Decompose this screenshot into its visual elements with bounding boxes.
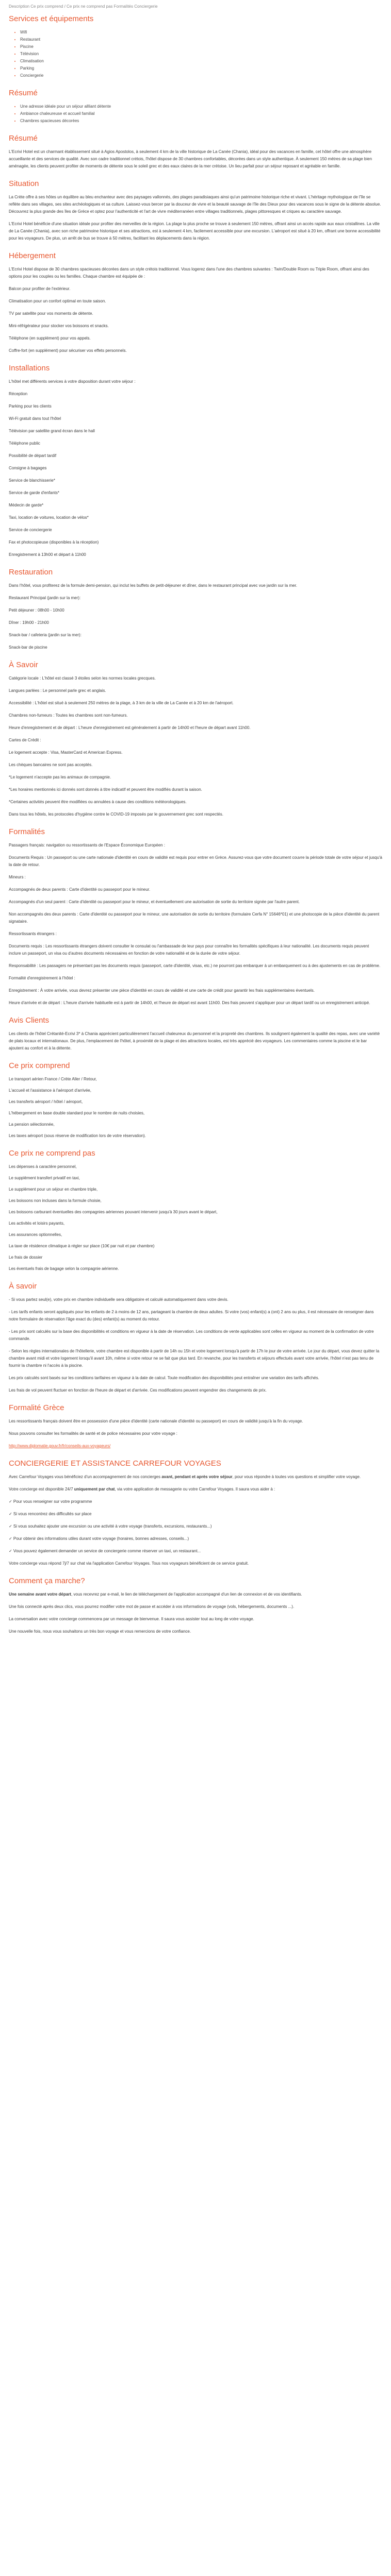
asavoir2-paragraph: Les frais de vol peuvent fluctuer en fonction de l'heure de départ et d'arrivée. Ces modifications peuvent engendrer des changements de prix. [9, 1388, 267, 1393]
asavoir-paragraph: *Le logement n'accepte pas les animaux de compagnie. [9, 775, 111, 779]
formalites-paragraph: Non accompagnés des deux parents : Carte d'identité ou passeport pour le mineur, une autorisation de sortie du territoire (formulaire Cerfa N° 15646*01) et une photocopie de la pièce d'identité du parent signataire. [9, 912, 380, 924]
installation-item: Enregistrement à 13h00 et départ à 11h00 [9, 552, 86, 557]
conciergerie-item: ✓ Pour vous renseigner sur votre programme [9, 1499, 92, 1504]
asavoir2-paragraph: Les prix calculés sont basés sur les conditions tarifaires en vigueur à la date de calcul. Toute modification des disponibilités peut entraîner une variation des tarifs affichés. [9, 1376, 319, 1380]
installation-item: Taxi, location de voitures, location de vélos* [9, 515, 89, 520]
comprend-item: Le transport aérien France / Crète Aller / Retour, [9, 1077, 97, 1081]
restauration-title: Restauration [9, 568, 53, 577]
asavoir-title: À Savoir [9, 660, 38, 669]
comprend-item: Les transferts aéroport / hôtel / aéroport, [9, 1099, 83, 1104]
resume-item: • Ambiance chaleureuse et accueil familial [20, 110, 382, 117]
installation-item: Possibilité de départ tardif [9, 453, 57, 458]
asavoir-paragraph: Accessibilité : L'hôtel est situé à seulement 250 mètres de la plage, à 3 km de la ville de La Canée et à 20 km de l'aéroport. [9, 701, 234, 705]
conciergerie-item: ✓ Si vous souhaitez ajouter une excursion ou une activité à votre voyage (transferts, excursions, restaurants...) [9, 1524, 212, 1529]
necomprend-item: Les éventuels frais de bagage selon la compagnie aérienne. [9, 1266, 119, 1271]
installation-item: Médecin de garde* [9, 503, 44, 507]
installation-item: Wi-Fi gratuit dans tout l'hôtel [9, 416, 61, 421]
comprend-item: L'hébergement en base double standard pour le nombre de nuits choisies, [9, 1111, 145, 1115]
comprend-title: Ce prix comprend [9, 1061, 70, 1070]
situation-paragraph: La Crète offre à ses hôtes un équilibre au bleu enchanteur avec des paysages vallonnés, des plages paradisiaques ainsi qu'un patrimoine historique riche et vivant. L'héritage mythologique de l'île se reflète dans ses villages, ses sites archéologiques et sa culture. Laissez-vous bercer par la douceur de vivre et la beauté sauvage de l'île des Dieux pour des vacances sous le signe de la détente absolue. Découvrez la plus grande des îles de Grèce et optez pour l'authenticité et l'art de vivre méditerranéen entre villages traditionnels, plages pittoresques et criques au caractère sauvage. [9, 195, 381, 214]
installations-lead: L'hôtel met différents services à votre disposition durant votre séjour : [9, 379, 136, 384]
formalites-paragraph: Enregistrement : À votre arrivée, vous devrez présenter une pièce d'identité en cours de validité et une carte de crédit pour garantir les frais supplémentaires éventuels. [9, 988, 315, 993]
asavoir-paragraph: Cartes de Crédit : [9, 738, 41, 742]
formgrece-paragraph: Les ressortissants français doivent être en possession d'une pièce d'identité (carte nationale d'identité ou passeport) en cours de validité jusqu'à la fin du voyage. [9, 1419, 303, 1423]
hebergement-paragraph: Climatisation pour un confort optimal en toute saison. [9, 299, 106, 303]
service-item: • Télévision [20, 50, 382, 58]
conciergerie-availability-bold: uniquement par chat [74, 1487, 115, 1492]
asavoir-paragraph: Heure d'enregistrement et de départ : L'heure d'enregistrement est généralement à partir de 14h00 et l'heure de départ avant 11h00. [9, 725, 251, 730]
restauration-paragraph: Snack-bar / cafeteria (jardin sur la mer): [9, 633, 82, 637]
comprend-item: Les taxes aéroport (sous réserve de modification lors de votre réservation). [9, 1133, 146, 1138]
resume-detail-title: Résumé [9, 134, 38, 143]
hebergement-paragraph: L'Ecrivi Hotel dispose de 30 chambres spacieuses décorées dans un style crétois traditionnel. Vous logerez dans l'une des chambres suivantes : Twin/Double Room ou Triple Room, offrant ainsi des options pour les couples ou les familles. Chaque chambre est équipée de : [9, 267, 369, 279]
formgrece-title: Formalité Grèce [9, 1403, 64, 1412]
comment-paragraph: La conversation avec votre concierge commencera par un message de bienvenue. Il saura vous assister tout au long de votre voyage. [9, 1617, 254, 1621]
formalites-paragraph: Mineurs : [9, 875, 26, 879]
necomprend-item: Le supplément pour un séjour en chambre triple, [9, 1187, 98, 1192]
asavoir2-paragraph: - Selon les règles internationales de l'hôtellerie, votre chambre est disponible à partir de 14h ou 15h et votre logement lorsqu'à partir de 17h le jour de votre arrivée. Le jour du départ, vous devez quitter la chambre avant midi et votre logement lorsqu'il avant 10h, même si votre retour ne se fait que plus tard. En revanche, pour les transferts et séjours effectués avant votre arrivée, l'hôtel n'est pas tenu de fournir la chambre ni l'accès à la piscine. [9, 1349, 380, 1368]
formalites-paragraph: Heure d'arrivée et de départ : L'heure d'arrivée habituelle est à partir de 14h00, et l'heure de départ est avant 11h00. Des frais peuvent s'appliquer pour un départ tardif ou un enregistrement anticipé. [9, 1001, 370, 1005]
service-item: • Restaurant [20, 36, 382, 43]
resume-title: Résumé [9, 89, 38, 97]
resume-list [9, 103, 382, 125]
resume-paragraph: L'Ecrivi Hotel est un charmant établissement situé à Agios Apostolos, à seulement 4 km de la ville historique de La Canée (Chania), idéal pour des vacances en famille, cet hôtel offre une atmosphère accueillante et des services de qualité. Avec son cadre traditionnel crétois, l'hôtel dispose de 30 chambres confortables, décorées dans un style authentique. À seulement 150 mètres de sa plage bien aménagée, les clients peuvent profiter de moments de détente sous le soleil grec et des eaux claires de la mer crétoise. Un lieu parfait pour un séjour reposant et agréable en famille. [9, 149, 372, 168]
comprend-item: L'accueil et l'assistance à l'aéroport d'arrivée, [9, 1088, 91, 1093]
resume-item: • Une adresse idéale pour un séjour allliant détente [20, 103, 382, 110]
restauration-paragraph: Dîner : 19h00 - 21h00 [9, 620, 49, 625]
conciergerie-availability [9, 1486, 382, 1493]
necomprend-item: Le frais de dossier [9, 1255, 43, 1260]
conciergerie-availability-post: , via votre application de messagerie ou votre Carrefour Voyages. Il saura vous aider à : [115, 1487, 275, 1492]
conciergerie-title: CONCIERGERIE ET ASSISTANCE CARREFOUR VOYAGES [9, 1459, 221, 1468]
restauration-paragraph: Dans l'hôtel, vous profiterez de la formule demi-pension, qui inclut les buffets de petit-déjeuner et dîner, dans le restaurant principal avec vue jardin sur la mer. [9, 583, 298, 588]
installation-item: Fax et photocopieuse (disponibles à la réception) [9, 540, 99, 545]
formalites-paragraph: Documents Requis : Un passeport ou une carte nationale d'identité en cours de validité est requis pour entrer en Grèce. Assurez-vous que votre document couvre la période totale de votre séjour et jusqu'à la date de retour. [9, 855, 382, 867]
installation-item: Parking pour les clients [9, 404, 52, 409]
installation-item: Télévision par satellite grand écran dans le hall [9, 429, 95, 433]
necomprend-list [9, 1163, 382, 1273]
restauration-paragraph: Snack-bar de piscine [9, 645, 47, 650]
asavoir2-title: À savoir [9, 1282, 37, 1291]
asavoir-paragraph: Catégorie locale : L'hôtel est classé 3 étoiles selon les normes locales grecques. [9, 676, 156, 681]
service-item: • Conciergerie [20, 72, 382, 79]
asavoir-paragraph: *Les horaires mentionnés ici donnés sont donnés à titre indicatif et peuvent être modifiés durant la saison. [9, 787, 202, 792]
conciergerie-intro-post: , pour vous répondre à toutes vos questions et simplifier votre voyage. [232, 1475, 361, 1479]
conciergerie-intro-pre: Avec Carrefour Voyages vous bénéficiez d'un accompagnement de nos concierges [9, 1475, 162, 1479]
asavoir-paragraph: *Certaines activités peuvent être modifiées ou annulées à cause des conditions météorologiques. [9, 800, 187, 804]
comment-paragraph: Une fois connecté après deux clics, vous pourrez modifier votre mot de passe et accéder à vos informations de voyage (vols, hébergements, documents ...). [9, 1604, 295, 1609]
avis-title: Avis Clients [9, 1016, 50, 1025]
asavoir-paragraph: Les chèques bancaires ne sont pas acceptés. [9, 762, 93, 767]
situation-title: Situation [9, 179, 39, 188]
necomprend-title: Ce prix ne comprend pas [9, 1149, 95, 1158]
installation-item: Consigne à bagages [9, 466, 47, 470]
asavoir-paragraph: Chambres non-fumeurs : Toutes les chambres sont non-fumeurs. [9, 713, 128, 718]
hebergement-paragraph: Balcon pour profiter de l'extérieur. [9, 286, 71, 291]
conciergerie-intro-bold: avant, pendant et après votre séjour [161, 1475, 233, 1479]
hebergement-paragraph: TV par satellite pour vos moments de détente. [9, 311, 93, 316]
formalites-paragraph: Accompagnés de deux parents : Carte d'identité ou passeport pour le mineur. [9, 887, 151, 892]
installations-title: Installations [9, 364, 50, 372]
necomprend-item: Les dépenses à caractère personnel, [9, 1164, 77, 1169]
asavoir-paragraph: Dans tous les hôtels, les protocoles d'hygiène contre le COVID-19 imposés par le gouvernement grec sont respectés. [9, 812, 223, 817]
resume-item: • Chambres spacieuses décorées [20, 117, 382, 125]
asavoir-paragraph: Le logement accepte : Visa, MasterCard et American Express. [9, 750, 123, 755]
necomprend-item: La taxe de résidence climatique à régler sur place (10€ par nuit et par chambre) [9, 1244, 155, 1248]
services-list [9, 29, 382, 79]
conciergerie-item: ✓ Vous pouvez également demander un service de conciergerie comme réserver un taxi, un restaurant... [9, 1549, 201, 1553]
necomprend-item: Les assurances optionnelles, [9, 1232, 62, 1237]
comprend-item: La pension sélectionnée, [9, 1122, 55, 1127]
comment-intro-post: , vous recevrez par e-mail, le lien de téléchargement de l'application accompagné d'un lien de connexion et de vos identifiants. [71, 1592, 302, 1597]
service-item: • Climatisation [20, 58, 382, 65]
comment-paragraph: Une nouvelle fois, nous vous souhaitons un très bon voyage et vous remercions de votre confiance. [9, 1629, 191, 1634]
services-title: Services et équipements [9, 14, 94, 23]
conciergerie-availability-pre: Votre concierge est disponible 24/7 [9, 1487, 74, 1492]
comment-intro [9, 1591, 382, 1598]
installation-item: Réception [9, 392, 28, 396]
necomprend-item: Les activités et loisirs payants, [9, 1221, 65, 1226]
hebergement-paragraph: Téléphone (en supplément) pour vos appels. [9, 336, 91, 341]
service-item: • Wifi [20, 29, 382, 36]
formalites-paragraph: Passagers français: navigation ou ressortissants de l'Espace Économique Européen : [9, 843, 166, 848]
service-item: • Piscine [20, 43, 382, 50]
formalites-title: Formalités [9, 827, 45, 836]
installation-item: Service de blanchisserie* [9, 478, 55, 483]
hebergement-title: Hébergement [9, 251, 56, 260]
formgrece-paragraph: Nous pouvons consulter les formalités de santé et de police nécessaires pour votre voyage : [9, 1431, 177, 1436]
formalites-paragraph: Documents requis : Les ressortissants étrangers doivent consulter le consulat ou l'ambassade de leur pays pour connaître les formalités spécifiques à leur nationalité. Les documents requis peuvent inclure un passeport, un visa ou d'autres documents nécessaires en fonction de votre nationalité et de la durée de votre séjour. [9, 944, 369, 956]
conciergerie-closing: Votre concierge vous répond 7j/7 sur chat via l'application Carrefour Voyages. Tous nos voyageurs bénéficient de ce service gratuit. [9, 1561, 249, 1566]
installation-item: Service de conciergerie [9, 528, 52, 532]
formalites-paragraph: Formalité d'enregistrement à l'hôtel : [9, 976, 75, 980]
formalites-paragraph: Ressortissants étrangers : [9, 931, 57, 936]
hebergement-paragraph: Mini-réfrigérateur pour stocker vos boissons et snacks. [9, 324, 109, 328]
asavoir2-paragraph: - Les tarifs enfants seront appliqués pour les enfants de 2 à moins de 12 ans, partageant la chambre de deux adultes. Si votre (vos) enfant(s) a (ont) 2 ans ou plus, il est nécessaire de renseigner dans notre formulaire de réservation l'âge exact du (des) enfant(s) au moment du retour. [9, 1310, 374, 1321]
asavoir2-paragraph: - Si vous partez seul(e), votre prix en chambre individuelle sera obligatoire et calculé automatiquement dans votre devis. [9, 1297, 229, 1302]
comment-title: Comment ça marche? [9, 1577, 85, 1585]
asavoir2-paragraph: - Les prix sont calculés sur la base des disponibilités et conditions en vigueur à la date de réservation. Les conditions de vente applicables sont celles en vigueur au moment de la confirmation de votre commande. [9, 1329, 374, 1341]
necomprend-item: Les boissons non incluses dans la formule choisie, [9, 1198, 102, 1203]
avis-paragraph: Les clients de l'hôtel Crétanité-Ecrivi 3* à Chania apprécient particulièrement l'accueil chaleureux du personnel et la propreté des chambres. Ils soulignent également la qualité des repas, avec une variété de plats locaux et internationaux. De plus, l'emplacement de l'hôtel, à proximité de la plage et des attractions locales, est très apprécié des voyageurs. Les commentaires comme la piscine et le bar ajoutent au confort et à la détente. [9, 1031, 380, 1050]
conciergerie-item: ✓ Pour obtenir des informations utiles durant votre voyage (horaires, bonnes adresses, conseils...) [9, 1536, 189, 1541]
conciergerie-intro [9, 1473, 382, 1481]
conciergerie-item: ✓ Si vous rencontrez des difficultés sur place [9, 1512, 92, 1516]
asavoir-paragraph: Langues parlées : Le personnel parle grec et anglais. [9, 688, 106, 693]
necomprend-item: Le supplément transfert privatif en taxi, [9, 1176, 80, 1180]
formalites-paragraph: Accompagnés d'un seul parent : Carte d'identité ou passeport pour le mineur, et éventuellement une autorisation de sortie du territoire signée par l'autre parent. [9, 900, 300, 904]
situation-paragraph: L'Ecrivi Hotel bénéficie d'une situation idéale pour profiter des merveilles de la région. La plage la plus proche se trouve à seulement 150 mètres, offrant ainsi un accès rapide aux eaux cristallines. La ville de La Canée (Chania), avec son riche patrimoine historique et ses attractions, est à seulement 4 km, facilement accessible pour une excursion. L'aéroport est situé à 20 km, offrant une bonne accessibilité pour les voyageurs. De plus, un arrêt de bus se trouve à 50 mètres, facilitant les déplacements dans la région. [9, 222, 381, 241]
hebergement-paragraph: Coffre-fort (en supplément) pour sécuriser vos effets personnels. [9, 348, 127, 353]
necomprend-item: Les boissons carburant éventuelles des compagnies aériennes pouvant intervenir jusqu'à 30 jours avant le départ, [9, 1210, 218, 1214]
intro-text: Description Ce prix comprend / Ce prix ne comprend pas Formalités Conciergerie [9, 4, 158, 9]
formalites-paragraph: Responsabilité : Les passagers ne présentant pas les documents requis (passeport, carte d'identité, visas, etc.) ne pourront pas embarquer à un embarquement ou à des ajustements en cas de problème. [9, 963, 381, 968]
service-item: • Parking [20, 65, 382, 72]
installation-item: Téléphone public [9, 441, 40, 446]
restauration-paragraph: Petit déjeuner : 08h00 - 10h00 [9, 608, 64, 613]
restauration-paragraph: Restaurant Principal (jardin sur la mer): [9, 596, 81, 600]
installation-item: Service de garde d'enfants* [9, 490, 60, 495]
diplomatie-link[interactable]: http://www.diplomatie.gouv.fr/fr/conseils-aux-voyageurs/ [9, 1444, 111, 1448]
comprend-list [9, 1076, 382, 1140]
comment-intro-bold: Une semaine avant votre départ [9, 1592, 71, 1597]
